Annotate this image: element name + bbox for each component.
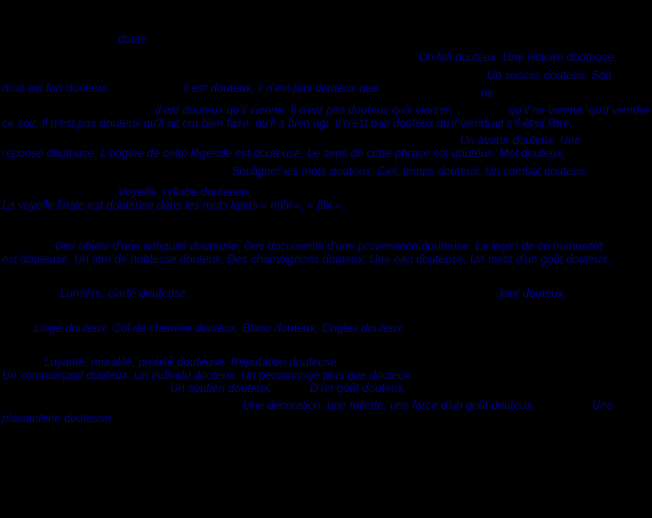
- text-line: Un fait douteux. Une victoire douteuse,: [419, 52, 618, 64]
- text-line: Lumière, clarté douteuse,: [60, 288, 190, 300]
- text-line: Des objets d'une antiquité douteuse. Des documents d'une provenance douteuse. La leçon de ce manuscrit: [55, 241, 603, 253]
- text-line: Souligner les mots douteux. Ciel, temps douteux. Un combat douteux,: [232, 166, 589, 178]
- text-line: D'un goût douteux,: [310, 383, 407, 395]
- text-line: Un avenir douteux. Une: [460, 135, 581, 147]
- text-line: La voyelle finale est douteuse dans les mots latins « mihi », « tibi ».: [2, 200, 345, 212]
- text-line: ce soir. Il n'est pas douteux qu'il ait cru bien faire, qu'il a bien agi. Il n'est pas douteux qu'il viendrait s'il était libre.: [2, 118, 573, 130]
- text-line: Linge douteux. Col de chemise douteux. Blanc douteux. Ongles douteux.: [34, 323, 406, 335]
- text-line: Un commerçant douteux. Un individu douteux. Un personnage plus que douteux.: [2, 370, 414, 382]
- text-line: Une: [592, 400, 614, 412]
- text-line: Il est douteux qu'il vienne. Il n'est pas douteux qu'il vienne,: [155, 105, 453, 117]
- text-line: Voyelle, syllabe douteuse,: [118, 187, 252, 199]
- text-line: Un succès douteux. Son: [487, 70, 612, 82]
- text-line: doute.: [118, 34, 150, 46]
- text-line: Une décoration, une toilette, une farce d'un goût douteux.: [243, 400, 536, 412]
- text-line: est douteuse. Un titre de noblesse douteux. Des champignons douteux. Une eau douteuse. Un mets d'un goût douteux,: [2, 254, 611, 266]
- text-line: Un soutien douteux.: [170, 383, 273, 395]
- text-line: droit est fort douteux.: [2, 83, 111, 95]
- text-line: ne: [481, 88, 494, 100]
- text-line: Loyauté, moralité, probité douteuse. Réputation douteuse.: [44, 357, 341, 369]
- text-line: Il est douteux, il n'est pas douteux que: [183, 83, 379, 95]
- text-line: Jour douteux,: [497, 288, 567, 300]
- text-line: réponse douteuse. L'origine de cette légende est douteuse. Le sens de cette phrase est douteux. Mot douteux,: [2, 148, 566, 160]
- text-line: plaisanterie douteuse.: [2, 413, 115, 425]
- text-line: qu'il ne vienne, qu'il viendra: [509, 105, 650, 117]
